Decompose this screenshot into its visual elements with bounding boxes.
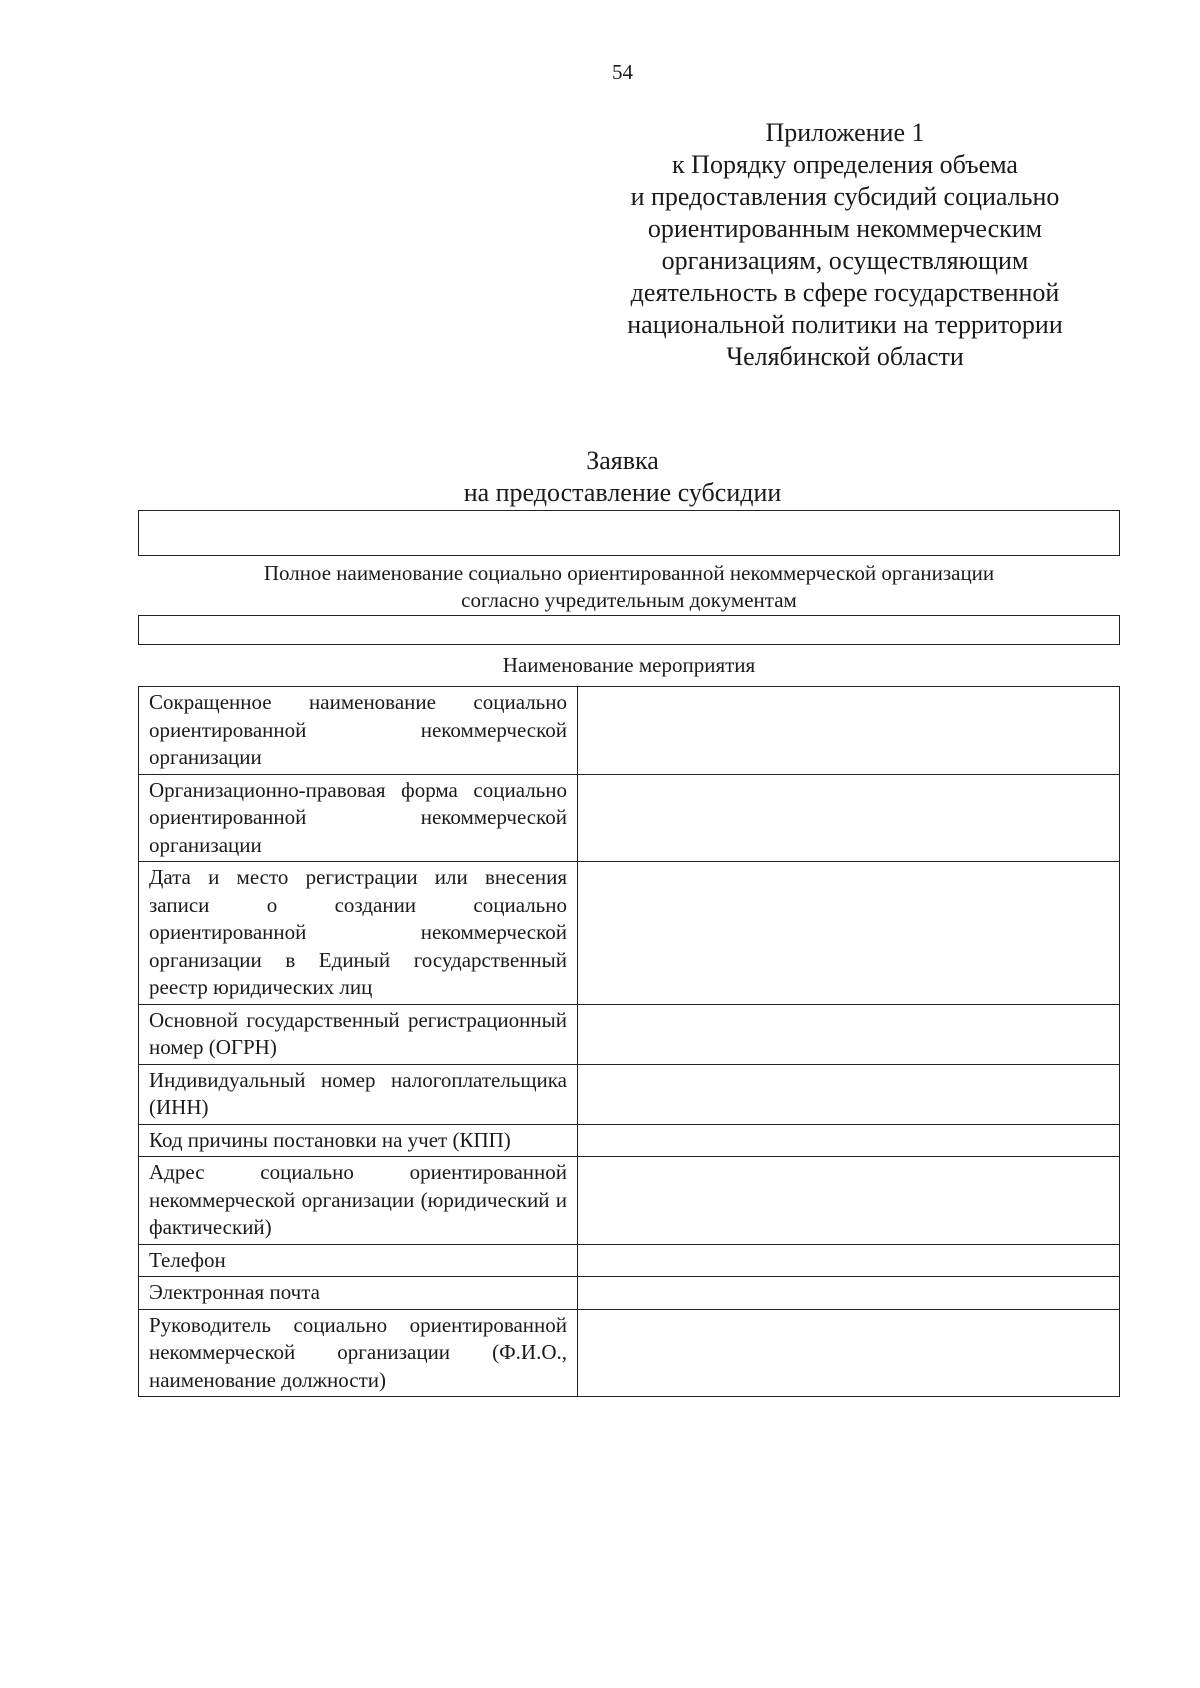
table-row	[139, 1244, 1120, 1277]
row-label: Основной государственный регистрационный номер (ОГРН)	[139, 1004, 578, 1064]
appendix-heading	[600, 117, 1090, 373]
table-row	[139, 1124, 1120, 1157]
event-name-caption: Наименование мероприятия	[502, 653, 756, 677]
row-value-cell[interactable]	[578, 1157, 1120, 1245]
row-label: Организационно-правовая форма социально ориентированной некоммерческой организации	[139, 774, 578, 862]
caption-line: согласно учредительным документам	[461, 588, 797, 612]
row-value-cell[interactable]	[578, 1004, 1120, 1064]
row-value-cell[interactable]	[578, 687, 1120, 775]
org-full-name-caption	[138, 560, 1120, 614]
row-value-cell[interactable]	[578, 1064, 1120, 1124]
appendix-line: организациям, осуществляющим	[661, 246, 1029, 275]
table-row	[139, 1004, 1120, 1064]
application-subtitle-line: на предоставление субсидии	[463, 478, 782, 507]
table-row	[139, 1277, 1120, 1310]
org-full-name-field[interactable]	[138, 510, 1120, 556]
row-label: Индивидуальный номер налогоплательщика (ИНН)	[139, 1064, 578, 1124]
row-label: Руководитель социально ориентированной некоммерческой организации (Ф.И.О., наименование должности)	[139, 1309, 578, 1397]
table-row	[139, 1309, 1120, 1397]
application-title-line: Заявка	[586, 446, 659, 475]
row-label: Дата и место регистрации или внесения записи о создании социально ориентированной некоммерческой организации в Единый государственный реестр юридических лиц	[139, 862, 578, 1005]
appendix-line: национальной политики на территории	[627, 310, 1063, 339]
application-title	[0, 445, 1200, 509]
organization-info-table	[138, 686, 1120, 1397]
table-row	[139, 1157, 1120, 1245]
row-value-cell[interactable]	[578, 1277, 1120, 1310]
appendix-line: к Порядку определения объема	[672, 150, 1018, 179]
row-label: Телефон	[139, 1244, 578, 1277]
table-row	[139, 774, 1120, 862]
row-value-cell[interactable]	[578, 1124, 1120, 1157]
appendix-line: деятельность в сфере государственной	[630, 278, 1060, 307]
row-label: Код причины постановки на учет (КПП)	[139, 1124, 578, 1157]
page-number: 54	[612, 60, 633, 84]
row-value-cell[interactable]	[578, 1244, 1120, 1277]
row-label: Электронная почта	[139, 1277, 578, 1310]
table-row	[139, 1064, 1120, 1124]
row-label: Сокращенное наименование социально ориентированной некоммерческой организации	[139, 687, 578, 775]
row-value-cell[interactable]	[578, 1309, 1120, 1397]
event-name-field[interactable]	[138, 615, 1120, 645]
appendix-line: Челябинской области	[726, 342, 964, 371]
row-value-cell[interactable]	[578, 862, 1120, 1005]
caption-line: Полное наименование социально ориентированной некоммерческой организации	[263, 561, 995, 585]
table-row	[139, 687, 1120, 775]
table-row	[139, 862, 1120, 1005]
row-value-cell[interactable]	[578, 774, 1120, 862]
appendix-line: и предоставления субсидий социально	[630, 182, 1060, 211]
appendix-line: ориентированным некоммерческим	[647, 214, 1043, 243]
row-label: Адрес социально ориентированной некоммерческой организации (юридический и фактический)	[139, 1157, 578, 1245]
appendix-line: Приложение 1	[765, 118, 925, 147]
